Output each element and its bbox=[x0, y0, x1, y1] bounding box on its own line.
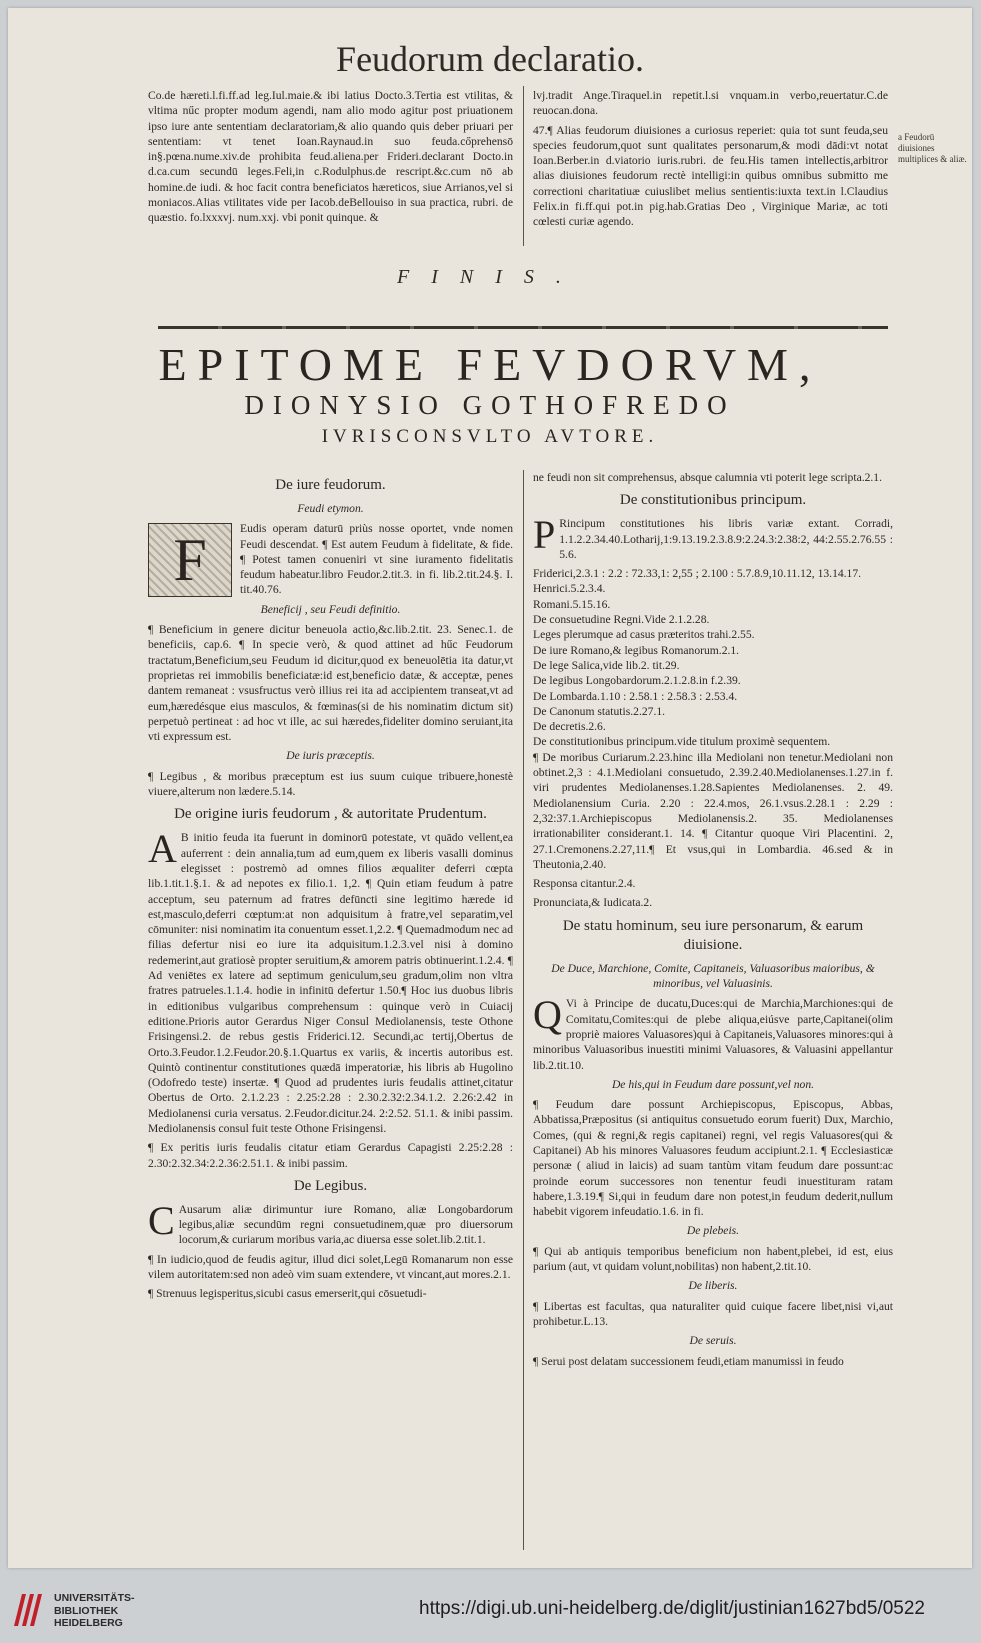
initial-letter: Q bbox=[533, 992, 562, 1038]
paragraph: ¶ In iudicio,quod de feudis agitur, illud dici solet,Legū Romanarum non esse vilem autoritatem:sed non adeò vim suam extendere, vt vincant,aut mores.2.1. bbox=[148, 1252, 513, 1282]
reference-line: De iure Romano,& legibus Romanorum.2.1. bbox=[533, 643, 740, 657]
paragraph-text: Ausarum aliæ dirimuntur iure Romano, aliæ Longobardorum legibus,aliæ secundūm regni consuetudinem,quæ pro diuersorum locorum,& curiarum moribus varia,ac diuersa esse solet.lib.2.tit.1. bbox=[178, 1202, 513, 1247]
paragraph: Pronunciata,& Iudicata.2. bbox=[533, 896, 653, 910]
section-heading: De constitutionibus principum. bbox=[619, 492, 807, 509]
lower-left-column bbox=[148, 470, 513, 1306]
reference-list bbox=[533, 566, 893, 750]
subsection-heading: Beneficij , seu Feudi definitio. bbox=[260, 602, 401, 616]
reference-line: De lege Salica,vide lib.2. tit.29. bbox=[533, 658, 680, 672]
scanned-page bbox=[8, 8, 972, 1568]
epitome-title: EPITOME FEVDORVM, bbox=[158, 339, 822, 390]
paragraph bbox=[533, 512, 893, 562]
paragraph-text: Vi à Principe de ducatu,Duces:qui de Marchia,Marchiones:qui de Comitatu,Comites:qui de plebe aliqua,eiúsve parte,Capitanei(olim propriè maiores Valuasores)qui à Capitaneis,Valuasores minores:qui à minoribus Valuasoribus inuestiti minimi Valuasores, & Valuasini appellantur lib.2.tit.10. bbox=[533, 997, 893, 1072]
top-left-column bbox=[148, 88, 513, 230]
column-divider-bottom bbox=[523, 470, 524, 1550]
ornamental-rule bbox=[158, 326, 888, 329]
library-name-line: HEIDELBERG bbox=[54, 1617, 123, 1629]
reference-line: Romani.5.15.16. bbox=[533, 597, 611, 611]
epitome-author-title: IVRISCONSVLTO AVTORE. bbox=[321, 426, 659, 447]
subsection-heading: De seruis. bbox=[689, 1334, 737, 1348]
paragraph bbox=[148, 521, 513, 597]
library-name bbox=[54, 1592, 135, 1630]
top-right-paragraph-2: 47.¶ Alias feudorum diuisiones a curiosus reperiet: quia tot sunt feuda,seu species feudorum,quot sunt qualitates personarum,& modi dādi:vt notat Ioan.Berber.in d.viatorio iuris.rubri. de feu.His tamen intellectis,arbitror alias diuisiones feudorum rectè intelligi:in quibus omnibus submitto me correctioni charitatiuæ cuiuslibet melius sentientis:iuxta text.in l.Claudius Felix.in fi.ff.qui pot.in pig.hab.Gratias Deo , Virginique Mariæ, ac toti cœlesti curiæ agendo. bbox=[533, 123, 888, 229]
top-right-paragraph-1: lvj.tradit Ange.Tiraquel.in repetit.l.si vnquam.in verbo,reuertatur.C.de reuocan.dona. bbox=[533, 89, 888, 118]
reference-line: Henrici.5.2.3.4. bbox=[533, 582, 606, 596]
epitome-author: DIONYSIO GOTHOFREDO bbox=[244, 390, 736, 420]
decorated-initial: F bbox=[148, 523, 232, 597]
lower-right-column bbox=[533, 470, 893, 1373]
paragraph: ne feudi non sit comprehensus, absque calumnia vti poterit lege scripta.2.1. bbox=[533, 471, 883, 484]
paragraph bbox=[148, 826, 513, 1136]
finis-mark: FINIS. bbox=[397, 266, 583, 288]
paragraph: Responsa citantur.2.4. bbox=[533, 877, 636, 891]
reference-line: De constitutionibus principum.vide titulum proximè sequentem. bbox=[533, 735, 831, 749]
margin-note: a Feudorū diuisiones multiplices & aliæ. bbox=[898, 132, 967, 164]
subsection-heading: De Duce, Marchione, Comite, Capitaneis, Valuasoribus maioribus, & minoribus, vel Valuasinis. bbox=[551, 961, 875, 991]
paragraph: ¶ Feudum dare possunt Archiepiscopus, Episcopus, Abbas, Abbatissa,Præpositus (si antiquitus consuetudo eorum fuerit) Dux, Marchio, Comes, (qui & regni,& regis capitanei) regni, vel regis Valuasores(qui & Capitanei) Ab his minores Valuasores feudum accipiunt.2.1. ¶ Ecclesiasticæ personæ ( aliud in laicis) ad suam tantùm vitam feudum dare possunt:ac proinde eorum successores non tenentur feudi inuestituram ratam habere,1.3.19.¶ Si,qui in feudum dare non potest,in feudum dederit,nullum habebit vigorem infeudatio.1.6. in fi. bbox=[533, 1098, 893, 1219]
section-heading: De iure feudorum. bbox=[275, 477, 386, 493]
paragraph-text: Rincipum constitutiones his libris variæ extant. Corradi, 1.1.2.2.34.40.Lotharij,1:9.13.19.2.3.8.9:2.24.3:2.38:2, 44:2.55.2.76.55 : 5.6. bbox=[559, 517, 893, 561]
library-name-line: UNIVERSITÄTS- bbox=[54, 1592, 135, 1604]
subsection-heading: De liberis. bbox=[688, 1279, 738, 1293]
reference-line: De Canonum statutis.2.27.1. bbox=[533, 704, 666, 718]
reference-line: De decretis.2.6. bbox=[533, 720, 606, 734]
paragraph: ¶ De moribus Curiarum.2.23.hinc illa Mediolani non tenetur.Mediolani non obtinet.2,3 : 4.1.Mediolani consuetudo, 2.39.2.40.Mediolanenses.1.27.in f. viri prudentes Mediolanenses.1.28.Sapientes Mediolanenses. 2. 49. Mediolanensium Curia. 2.20 : 22.4.mos, 26.1.vsus.2.28.1 : 2.29 : 2,32:37.1.Archiepiscopus Mediolanensis.2. 35. Mediolanenses irrationabiliter considerant.1. 14. ¶ Citantur quoque Viri Placentini. 2, 27.1.Cremonens.2.27,11.¶ Et vsus,qui in Lombardia. 46.sed & in Theutonia,2.40. bbox=[533, 750, 893, 871]
paragraph: ¶ Strenuus legisperitus,sicubi casus emerserit,qui cōsuetudi- bbox=[148, 1287, 427, 1301]
paragraph: ¶ Serui post delatam successionem feudi,etiam manumissi in feudo bbox=[533, 1354, 844, 1368]
subsection-heading: Feudi etymon. bbox=[297, 502, 364, 515]
initial-letter: C bbox=[148, 1197, 175, 1243]
paragraph: ¶ Beneficium in genere dicitur beneuola actio,&c.lib.2.tit. 23. Senec.1. de beneficiis, cap.6. ¶ In specie verò, & quod attinet ad hűc Feudorum tractatum,Beneficium,seu Feudum id dicitur,quod ex beneuolētia ita datur,vt proprietas rei immobilis beneficiatæ:id est,beneficio datæ, & acceptæ, penes dantem remaneat : vsusfructus verò illius rei ita ad accipientem transeat,vt ad eum,hæredésque eius masculos, & fœminas(si de his nominatim dictum sit) perpetuò pertineat : ad hoc vt ille, ac sui hæredes,fideliter domino seruiant,ita vti expressum est. bbox=[148, 623, 513, 744]
column-divider-top bbox=[523, 86, 524, 246]
paragraph bbox=[148, 1197, 513, 1248]
paragraph: ¶ Qui ab antiquis temporibus beneficium non habent,plebei, id est, eius parium (aut, vt quidam volunt,nobilitas) non habent,2.tit.10. bbox=[533, 1244, 893, 1274]
viewer-footer bbox=[0, 1572, 981, 1643]
paragraph: ¶ Ex peritis iuris feudalis citatur etiam Gerardus Capagisti 2.25:2.28 : 2.30:2.32.34:2.2.36:2.51.1. & inibi passim. bbox=[148, 1141, 513, 1170]
section-heading: De origine iuris feudorum , & autoritate Prudentum. bbox=[174, 806, 487, 823]
initial-letter: A bbox=[148, 826, 177, 872]
library-name-line: BIBLIOTHEK bbox=[54, 1604, 119, 1617]
reference-line: De legibus Longobardorum.2.1.2.8.in f.2.39. bbox=[533, 674, 741, 688]
paragraph-text: B initio feuda ita fuerunt in dominorū potestate, vt quādo vellent,ea auferrent : dein annalia,tum ad eum,quem ex liberis vasalli dominus elegisset : postremò ad omnes filios æqualiter deferri cœpta lib.1.tit.1.§.1. & ad nepotes ex filio.1. 1,2. ¶ Quin etiam feudum à patre acceptum, seu paternum ad fratres defūncti sine legitimo hærede id est,masculo,deferri cœptum:at non adquisitum à fratre,vel separatim,vel cōmuniter: nisi nominatim ita conuentum esset.1,2.2. ¶ Quemadmodum nec ad filias defertur nisi eo iure ita adquisitum.1.2.3.vel nisi à domino redemerint,aut gratiosè propter seruitium,& amorem patris obtinuerint.1.2.4. ¶ Ad veniētes ex latere ad septimum geniculum,seu gradum,olim non vltra fratres patrueles.1.1.4. hodie in infinitū defertur 1.50.¶ Hoc ius duobus libris in editionibus vulgaribus comprehensum : quinque verò in Cuiacij editione.Prioris autor Gerardus Niger Consul Mediolanensis, teste Othone Frisingensi.2. de rebus gestis Friderici.12. Secundi,ac tertij,Obertus de Orto.3.Feudor.1.2.Feudor.20.§.1.Quartus ex variis, & incertis autoribus est. Quintò continentur constitutiones quædā imperatoriæ, his libris ab Hugolino (Odofredo teste) insertæ. ¶ Quod ad prudentes iuris feudalis attinet,citatur Obertus de Orto. 2.1.2.23 : 2.25:2.28 : 2.30.2.32:2.34.1.2. 2.26:2.42 in Mediolanensi curia versatus. 2.Feudor.dicitur.24. 2:2.52. 51.1. & inibi passim. Mediolanensis consul fuit teste Othone Frisingensi. bbox=[148, 831, 513, 1135]
reference-line: Friderici,2.3.1 : 2.2 : 72.33,1: 2,55 ; 2.100 : 5.7.8.9,10.11.12, 13.14.17. bbox=[533, 567, 862, 581]
paragraph: ¶ Libertas est facultas, qua naturaliter quid cuique facere libet,nisi vi,aut prohibetur.L.13. bbox=[533, 1299, 893, 1328]
running-head: Feudorum declaratio. bbox=[336, 39, 644, 79]
reference-line: De consuetudine Regni.Vide 2.1.2.28. bbox=[533, 613, 710, 627]
paragraph bbox=[533, 992, 893, 1072]
top-right-column bbox=[533, 88, 967, 234]
university-library-logo-icon bbox=[12, 1590, 46, 1628]
initial-letter: P bbox=[533, 512, 556, 558]
reference-line: Leges plerumque ad casus præteritos trahi.2.55. bbox=[533, 628, 755, 642]
reference-line: De Lombarda.1.10 : 2.58.1 : 2.58.3 : 2.53.4. bbox=[533, 689, 738, 703]
top-left-paragraph: Co.de hæreti.l.fi.ff.ad leg.Iul.maie.& ibi latius Docto.3.Tertia est vtilitas, & vltima nűc propter modum agendi, nam alio modo agitur post priuationem ipso iure ante sententiam declaratoriam,& alio quando quis deber priuari per sententiam: vt tenet Ioan.Raynaud.in suo feuda.cőprehensō in§.pœna.nume.xiv.de prohibita feud.aliena.per Frideri.declarant Docto.in d.ca.cum secundū leges.Feli,in c.Rodulphus.de rescript.&c.cum nō ab homine.de iudi. & hoc facit contra beneficiatos hæreticos, siue Arrianos,vel si moniacos.Alias vtilitates vide per Iacob.deBellouiso in sua practica, rubri. de quæstio. fo.lxxxvj. num.xxj. vbi ponit quinque. & bbox=[148, 89, 513, 225]
paragraph: ¶ Legibus , & moribus præceptum est ius suum cuique tribuere,honestè viuere,alterum non lædere.5.14. bbox=[148, 769, 513, 799]
paragraph-text: Eudis operam daturū priùs nosse oportet, vnde nomen Feudi descendat. ¶ Est autem Feudum à fidelitate, & fide. ¶ Potest tamen conueniri vt sine iuramento fidelitatis feudum habeatur.libro Feudor.2.tit.3. in fi. lib.2.tit.24.§. I. tit.40.76. bbox=[240, 522, 513, 597]
section-heading: De statu hominum, seu iure personarum, & earum diuisione. bbox=[562, 917, 864, 953]
section-heading: De Legibus. bbox=[293, 1177, 368, 1194]
page-url-link[interactable]: https://digi.ub.uni-heidelberg.de/diglit/justinian1627bd5/0522 bbox=[419, 1598, 925, 1619]
subsection-heading: De his,qui in Feudum dare possunt,vel non. bbox=[611, 1077, 815, 1091]
subsection-heading: De plebeis. bbox=[686, 1224, 740, 1238]
subsection-heading: De iuris præceptis. bbox=[286, 749, 375, 763]
